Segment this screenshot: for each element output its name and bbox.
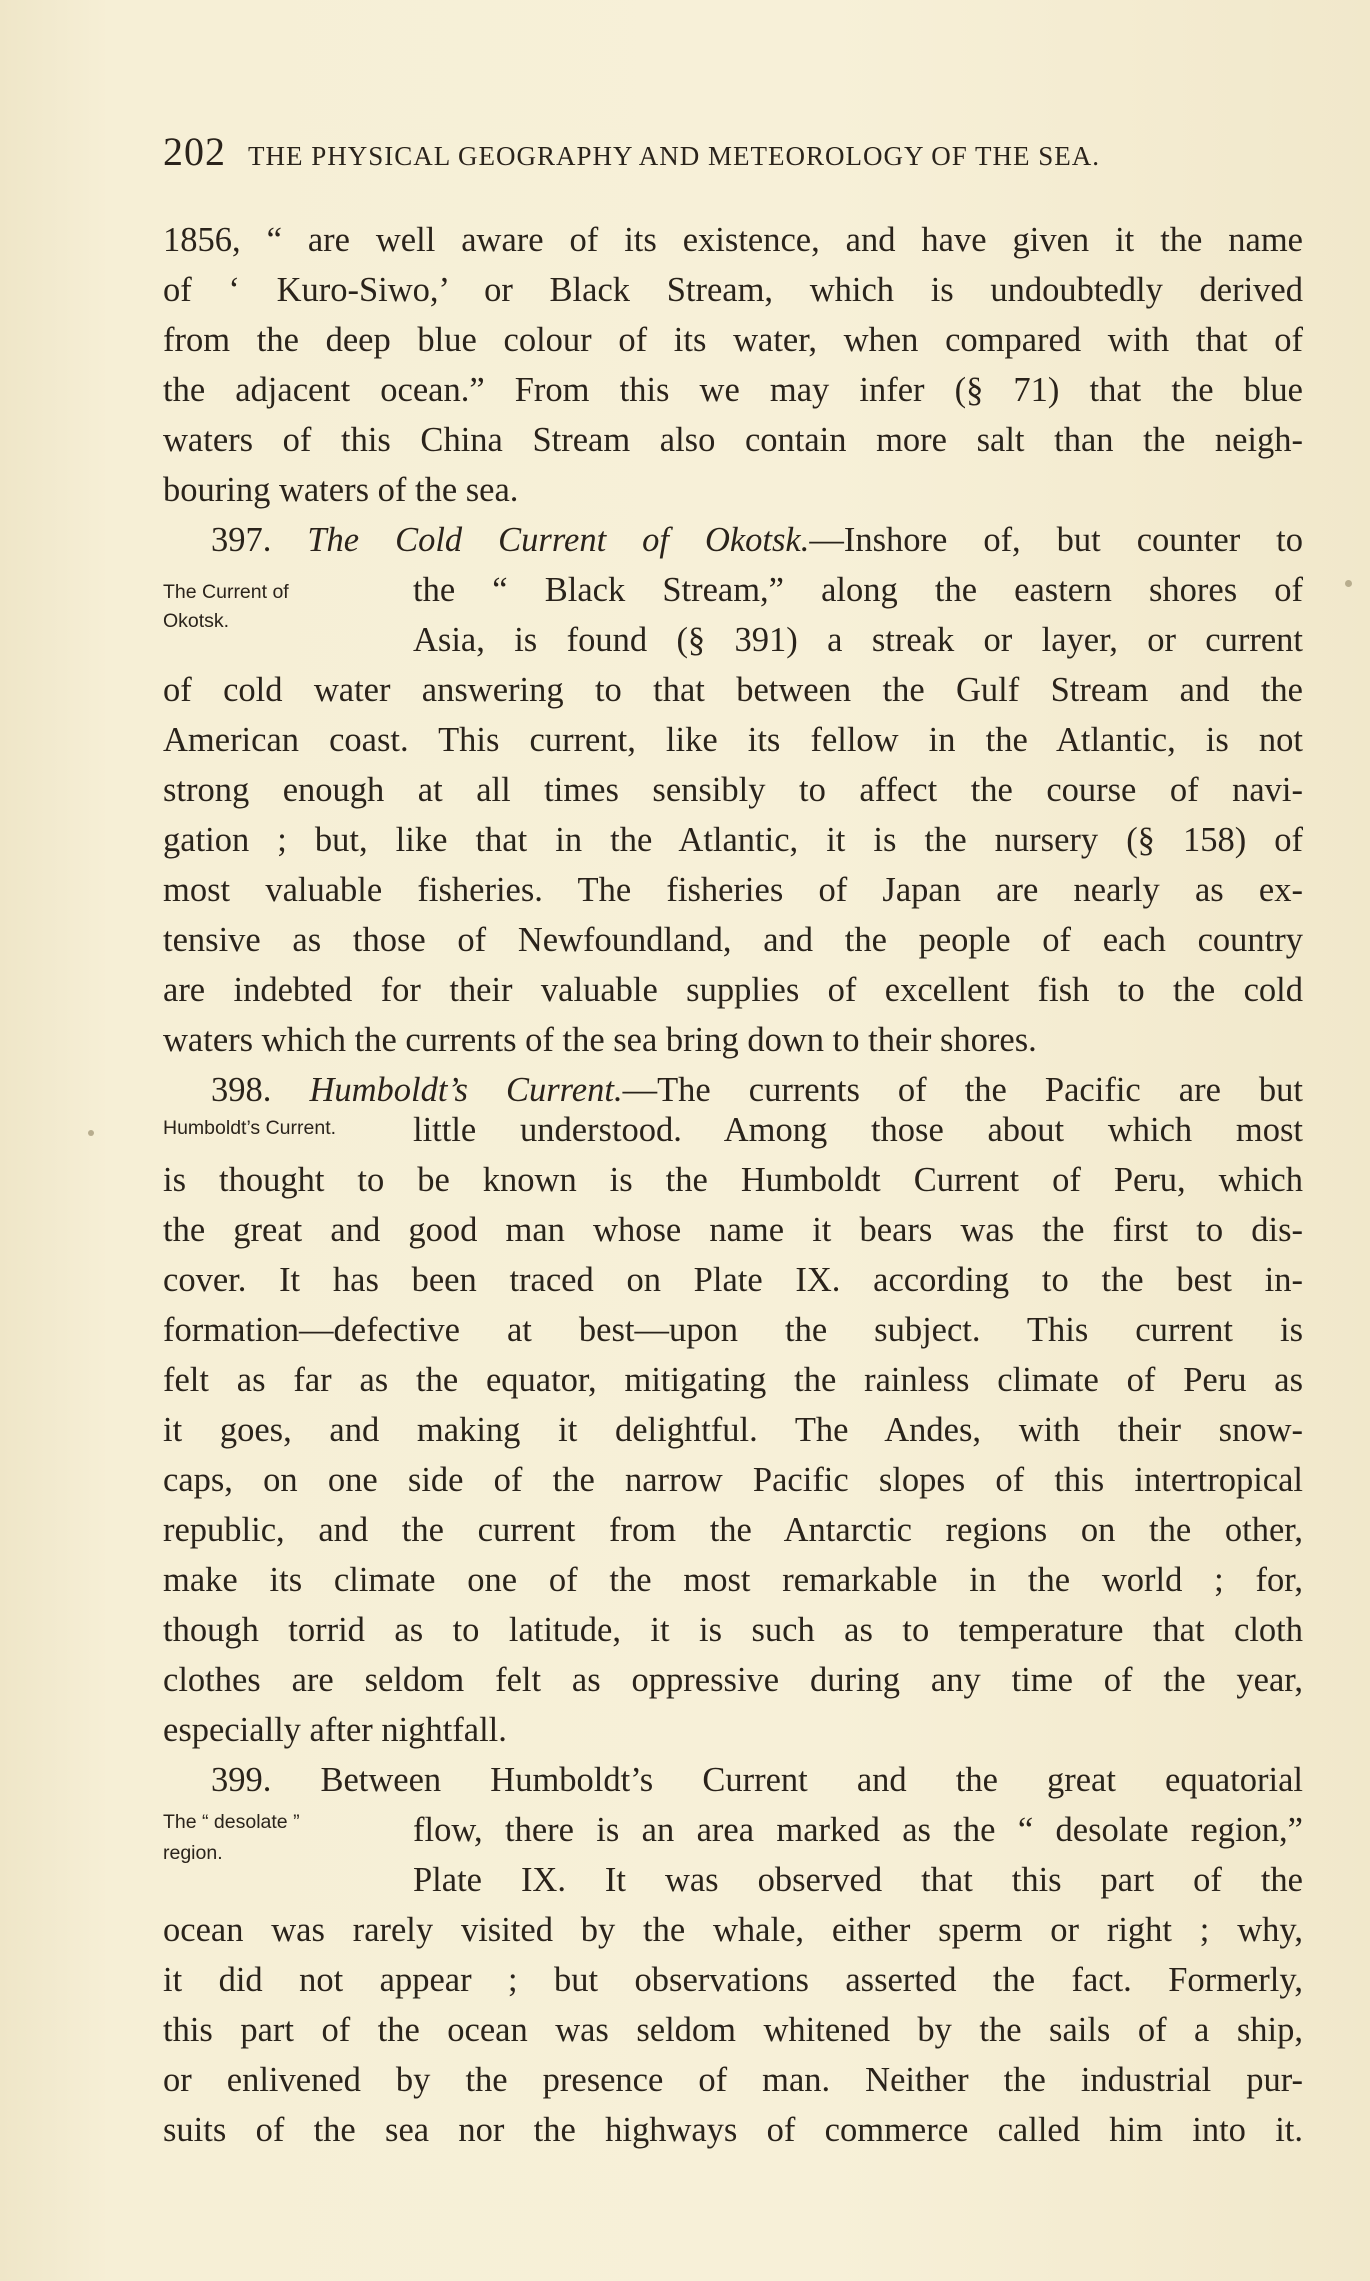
side-note-okotsk-2: Okotsk.: [163, 610, 230, 632]
text-line: felt as far as the equator, mitigating the rainless climate of Peru as: [163, 1361, 1303, 1399]
text-line: caps, on one side of the narrow Pacific slopes of this intertropical: [163, 1461, 1303, 1499]
side-note-desolate-1: The “ desolate ”: [163, 1811, 300, 1833]
text-line: formation—defective at best—upon the subject. This current is: [163, 1311, 1303, 1349]
section-399-first-line: 399. Between Humboldt’s Current and the great equatorial: [211, 1761, 1303, 1799]
paper-speck: [1345, 580, 1352, 587]
text-line: from the deep blue colour of its water, when compared with that of: [163, 321, 1303, 359]
text-line: it did not appear ; but observations asserted the fact. Formerly,: [163, 1961, 1303, 1999]
text-line: waters which the currents of the sea bring down to their shores.: [163, 1021, 1037, 1059]
section-number-398: 398.: [211, 1071, 310, 1109]
text-line: especially after nightfall.: [163, 1711, 507, 1749]
text-line: tensive as those of Newfoundland, and the people of each country: [163, 921, 1303, 959]
text-line: most valuable fisheries. The fisheries of Japan are nearly as ex-: [163, 871, 1303, 909]
side-note-okotsk-1: The Current of: [163, 581, 289, 603]
text-line: Asia, is found (§ 391) a streak or layer, or current: [413, 621, 1303, 659]
page-number: 202: [163, 129, 226, 174]
text-line: suits of the sea nor the highways of commerce called him into it.: [163, 2111, 1303, 2149]
section-title-humboldt: Humboldt’s Current.: [309, 1071, 623, 1109]
page-header: [163, 128, 1243, 175]
text-line: Plate IX. It was observed that this part of the: [413, 1861, 1303, 1899]
text-line: are indebted for their valuable supplies of excellent fish to the cold: [163, 971, 1303, 1009]
side-note-desolate-2: region.: [163, 1842, 223, 1864]
text-line: this part of the ocean was seldom whitened by the sails of a ship,: [163, 2011, 1303, 2049]
paper-speck: [88, 1130, 94, 1136]
section-number-397: 397.: [211, 521, 308, 559]
text-line: 1856, “ are well aware of its existence, and have given it the name: [163, 221, 1303, 259]
text-line: it goes, and making it delightful. The Andes, with their snow-: [163, 1411, 1303, 1449]
text-line: though torrid as to latitude, it is such as to temperature that cloth: [163, 1611, 1303, 1649]
text-line: little understood. Among those about which most: [413, 1111, 1303, 1149]
text-line: bouring waters of the sea.: [163, 471, 519, 509]
section-398-heading-line: 398. Humboldt’s Current.—The currents of the Pacific are but: [163, 1066, 1303, 1114]
text-line: ocean was rarely visited by the whale, either sperm or right ; why,: [163, 1911, 1303, 1949]
text-line: waters of this China Stream also contain more salt than the neigh-: [163, 421, 1303, 459]
text-line: cover. It has been traced on Plate IX. according to the best in-: [163, 1261, 1303, 1299]
section-397-heading-line: 397. The Cold Current of Okotsk.—Inshore of, but counter to: [163, 516, 1303, 564]
text-line: republic, and the current from the Antarctic regions on the other,: [163, 1511, 1303, 1549]
text-line: strong enough at all times sensibly to affect the course of navi-: [163, 771, 1303, 809]
text-line: make its climate one of the most remarkable in the world ; for,: [163, 1561, 1303, 1599]
section-title-okotsk: The Cold Current of Okotsk.: [307, 521, 810, 559]
text-line: or enlivened by the presence of man. Neither the industrial pur-: [163, 2061, 1303, 2099]
text-line: clothes are seldom felt as oppressive during any time of the year,: [163, 1661, 1303, 1699]
text-line: is thought to be known is the Humboldt Current of Peru, which: [163, 1161, 1303, 1199]
side-note-humboldt: Humboldt’s Current.: [163, 1117, 337, 1139]
text-line: flow, there is an area marked as the “ desolate region,”: [413, 1811, 1303, 1849]
running-title: THE PHYSICAL GEOGRAPHY AND METEOROLOGY OF THE SEA.: [248, 141, 1101, 171]
text-line: of ‘ Kuro-Siwo,’ or Black Stream, which is undoubtedly derived: [163, 271, 1303, 309]
text-line: the “ Black Stream,” along the eastern shores of: [413, 571, 1303, 609]
text-line: American coast. This current, like its fellow in the Atlantic, is not: [163, 721, 1303, 759]
text-line: the adjacent ocean.” From this we may infer (§ 71) that the blue: [163, 371, 1303, 409]
text-line: the great and good man whose name it bears was the first to dis-: [163, 1211, 1303, 1249]
text-line: of cold water answering to that between the Gulf Stream and the: [163, 671, 1303, 709]
section-399-heading-line: [163, 1756, 1303, 1804]
text-line: gation ; but, like that in the Atlantic, it is the nursery (§ 158) of: [163, 821, 1303, 859]
